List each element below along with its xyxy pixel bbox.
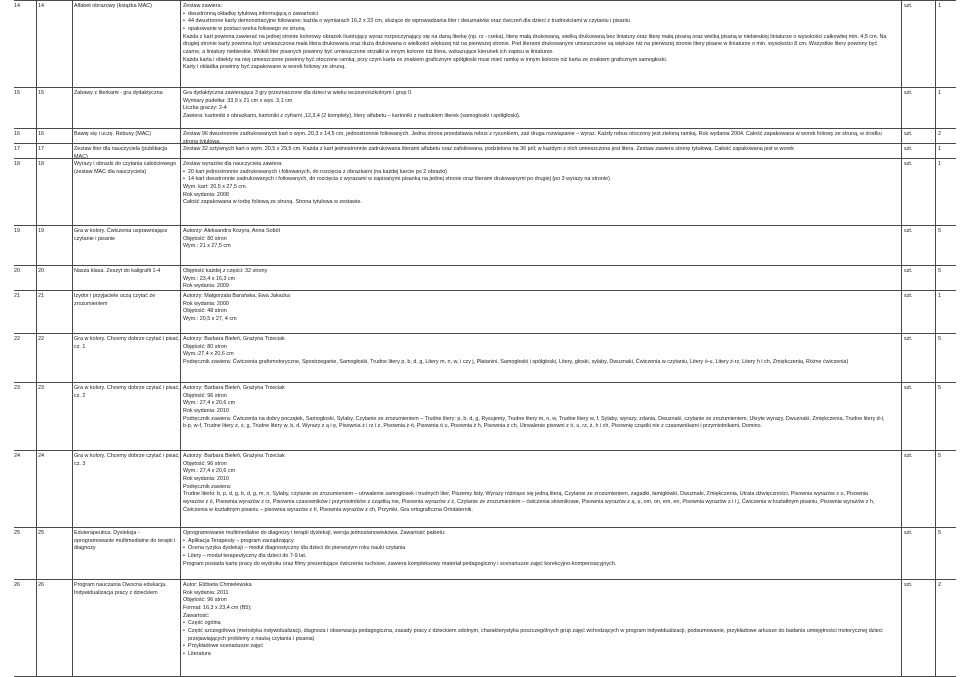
description-line: Podręcznik zawiera: — [183, 483, 232, 490]
row-number: 22 — [14, 336, 20, 342]
column-divider — [72, 144, 73, 158]
table-row — [14, 527, 956, 579]
description-line: Objętość: 96 stron — [183, 460, 227, 467]
column-divider — [180, 226, 181, 265]
column-divider — [935, 451, 936, 527]
description-line: Liczba graczy: 2-4 — [183, 105, 227, 112]
item-description — [183, 293, 889, 324]
column-divider — [72, 266, 73, 290]
quantity: 1 — [938, 90, 941, 96]
description-line: Rok wydania: 2008 — [183, 191, 229, 198]
description-line: Wym.: 21 x 27,5 cm — [183, 243, 231, 250]
column-divider — [901, 334, 902, 382]
item-number: 23 — [38, 385, 44, 391]
column-divider — [36, 451, 37, 527]
description-line: Objętość: 96 stron — [183, 597, 227, 604]
item-name: Wyrazy i obrazki do czytania całościowego (zestaw MAC dla nauczyciela) — [74, 161, 177, 175]
column-divider — [901, 528, 902, 579]
quantity: 1 — [938, 161, 941, 167]
description-line: Wym.:27,4 x 20,6 cm — [183, 351, 234, 358]
unit: szt. — [904, 582, 913, 588]
table-row — [14, 143, 956, 158]
column-divider — [901, 144, 902, 158]
column-divider — [72, 88, 73, 128]
column-divider — [180, 580, 181, 676]
table-row — [14, 225, 956, 265]
item-description — [183, 161, 889, 207]
row-number: 17 — [14, 146, 20, 152]
description-line: Objętość: 80 stron — [183, 235, 227, 242]
column-divider — [180, 334, 181, 382]
bullet-line: • Litery – moduł terapeutyczny dla dzieci do 7-9 lat. — [183, 553, 889, 561]
table-row — [14, 265, 956, 290]
row-number: 19 — [14, 228, 20, 234]
column-divider — [935, 88, 936, 128]
table-row — [14, 128, 956, 143]
unit: szt. — [904, 293, 913, 299]
quantity: 2 — [938, 131, 941, 137]
bullet-line: • 44 dwustronne karty demonstracyjne foliowane; każda o wymiarach 16,2 x 23 cm, służące do wprowadzania liter i dwuznaków oraz ćwiczeń dla dzieci z trudnościami w czytaniu i pisaniu — [183, 18, 889, 26]
bullet-line: • Przykładowe scenariusze zajęć — [183, 643, 889, 651]
column-divider — [36, 88, 37, 128]
column-divider — [36, 1, 37, 87]
column-divider — [36, 266, 37, 290]
column-divider — [901, 451, 902, 527]
row-number: 15 — [14, 90, 20, 96]
item-description — [183, 90, 889, 121]
quantity: 5 — [938, 268, 941, 274]
bullet-line: • Literatura — [183, 651, 889, 659]
item-name: Program nauczania Owocna edukacja. Indywidualizacja pracy z dzieckiem — [74, 582, 167, 596]
item-number: 15 — [38, 90, 44, 96]
column-divider — [901, 580, 902, 676]
quantity: 5 — [938, 336, 941, 342]
item-description — [183, 228, 889, 251]
column-divider — [72, 528, 73, 579]
table-row — [14, 382, 956, 450]
item-description — [183, 336, 889, 367]
column-divider — [36, 334, 37, 382]
row-number: 14 — [14, 3, 20, 9]
item-description — [183, 582, 889, 659]
description-line: Format: 16,3 x 23,4 cm (B5); — [183, 605, 252, 612]
column-divider — [72, 226, 73, 265]
description-line: Wym. kart: 20,5 x 27,5 cm. — [183, 184, 248, 191]
bullet-line: • dwustronną okładkę tytułową informującą o zawartości — [183, 11, 889, 19]
item-name: Gra w kolory. Chcemy dobrze czytać i pisać, cz. 3 — [74, 453, 180, 467]
column-divider — [935, 226, 936, 265]
description-line: Zawiera: kartoniki z obrazkami, kartoniki z cyframi ,12,3,4 (2 komplety), litery alfabetu – kartoniki z nadrukiem literek (samogłoski i spółgłoski). — [183, 113, 521, 120]
description-line: Wym.: 20,5 x 27, 4 cm — [183, 316, 237, 323]
description-line: Zestaw 96 dwustronnie zadrukowanych kart o wym. 20,3 x 14,5 cm, jednostronnie foliowanych. Jedna strona przedstawia rebus z rysunkiem, zaś druga rozwiązanie – wyraz. Każdy rebus otoczony jest zieloną ramką. Rok wydania 2004. Całość zapakowana w worek foliowy ze struną, w środku strona tytułowa. — [183, 131, 882, 145]
unit: szt. — [904, 530, 913, 536]
column-divider — [935, 1, 936, 87]
column-divider — [180, 159, 181, 225]
description-line: Autorzy: Barbara Bieleń, Grażyna Trzeciak — [183, 453, 285, 459]
column-divider — [180, 383, 181, 450]
column-divider — [935, 383, 936, 450]
item-number: 21 — [38, 293, 44, 299]
item-number: 22 — [38, 336, 44, 342]
description-line: Objętość każdej z części: 32 strony — [183, 268, 268, 274]
description-line: Rok wydania: 2009 — [183, 283, 229, 290]
description-line: Autorzy: Aleksandra Kozyra, Anna Soból — [183, 228, 280, 234]
column-divider — [72, 291, 73, 333]
bullet-line: • Część ogólna — [183, 620, 889, 628]
quantity: 2 — [938, 582, 941, 588]
description-line: Rok wydania: 2010 — [183, 408, 229, 415]
column-divider — [72, 451, 73, 527]
table-row — [14, 450, 956, 527]
row-number: 20 — [14, 268, 20, 274]
column-divider — [72, 1, 73, 87]
unit: szt. — [904, 161, 913, 167]
description-line: Karty i okładka powinny być zapakowane w worek foliowy ze struną. — [183, 64, 346, 71]
item-name: Nasza klasa. Zeszyt do kaligrafii 1-4 — [74, 268, 161, 274]
unit: szt. — [904, 453, 913, 459]
description-line: Całość zapakowana w torbę foliową ze struną. Strona tytułowa w zestawie. — [183, 199, 362, 206]
item-number: 16 — [38, 131, 44, 137]
column-divider — [72, 383, 73, 450]
description-line: Każda karta i obiekty na niej umieszczone powinny być otoczone ramką; przy czym karta ze znakiem graficznym spółgłoski musi mieć ramkę w innym kolorze niż karta ze znakiem graficznym samogłoski. — [183, 56, 668, 63]
item-number: 19 — [38, 228, 44, 234]
column-divider — [901, 383, 902, 450]
item-number: 26 — [38, 582, 44, 588]
column-divider — [180, 266, 181, 290]
column-divider — [901, 129, 902, 143]
column-divider — [180, 144, 181, 158]
description-line: Podręcznik zawiera: Ćwiczenia grafomotoryczne, Spostrzeganie, Samogłoski, Trudne litery p, b, d, g, Litery m, n, w, i czy j, Płatanini, Samogłoski i spółgłoski, Litery, głoski, sylaby, Dwuznaki, Ćwiczenia w czytaniu, Litery ó-u, Litery ż-rz, Litery h i ch, Zmiękczenia, Różne ćwiczenia) — [183, 359, 849, 366]
bullet-line: • Ocena ryzyka dysleksji – moduł diagnostyczny dla dzieci do pierwszym roku nauki czytania — [183, 545, 889, 553]
column-divider — [36, 580, 37, 676]
item-name: Gra w kolory. Ćwiczenia usprawniające czytanie i pisanie — [74, 228, 168, 242]
description-line: Autor: Elżbieta Chmielewska — [183, 582, 252, 588]
bullet-line: • 20 kart jednostronnie zadrukowanych i foliowanych, do rozcięcia z obrazkami (na każdej karcie po 2 obrazki) — [183, 169, 889, 177]
row-number: 21 — [14, 293, 20, 299]
column-divider — [935, 129, 936, 143]
description-line: Zawartość: — [183, 612, 210, 619]
column-divider — [901, 291, 902, 333]
column-divider — [36, 144, 37, 158]
row-number: 16 — [14, 131, 20, 137]
column-divider — [72, 580, 73, 676]
column-divider — [180, 528, 181, 579]
column-divider — [901, 88, 902, 128]
column-divider — [72, 129, 73, 143]
item-description — [183, 146, 889, 154]
item-name: Gra w kolory. Chcemy dobrze czytać i pisać, cz. 1 — [74, 336, 180, 350]
description-line: Wym.: 27,4 x 20,6 cm — [183, 468, 236, 475]
column-divider — [935, 291, 936, 333]
bullet-line: • 14 kart dwustronnie zadrukowanych i foliowanych, do rozcięcia z wyrazami w zapisanymi pisanką na jednej stronie oraz literami drukowanymi po drugiej (po 3 wyrazy na stronie) — [183, 176, 889, 184]
column-divider — [935, 528, 936, 579]
column-divider — [935, 266, 936, 290]
unit: szt. — [904, 146, 913, 152]
column-divider — [36, 129, 37, 143]
item-name: Bawię się i uczę. Rebusy (MAC) — [74, 131, 151, 137]
column-divider — [901, 1, 902, 87]
description-line: Każda z kart powinna zawierać na jednej stronie kolorowy obrazek ilustrujący wyraz rozpoczynający się na daną literkę (np. rz - rzeka), literę małą drukowaną, wielką drukowaną bez liniatury oraz literę małą pisaną oraz wielką pisaną w niebieskiej liniaturze o wysokości całkowitej min. 4,5 cm. Na drugiej stronie karty powinna być umieszczona mała litera drukowana oraz duża drukowana o wielkości większej niż na pierwszej stronie. Pod literami drukowanymi umieszczone są większe niż na pierwszej stronie litery pisane w liniaturze o min. wysokości 8 cm. Wszystkie litery powinny być czarne, a liniatury niebieskie. Wokół liter pisanych powinny być umieszczone strzałki w innym kolorze niż litera, wskazujące kierunek ich zapisu w liniaturze. — [183, 33, 887, 56]
unit: szt. — [904, 268, 913, 274]
bullet-line: • Aplikacja Terapeuty – program zarządzający — [183, 538, 889, 546]
column-divider — [901, 226, 902, 265]
item-name: Alfabet obrazowy (książka MAC) — [74, 3, 152, 9]
table-row — [14, 158, 956, 225]
column-divider — [180, 129, 181, 143]
bullet-line: • opakowanie w postaci worka foliowego ze struną — [183, 26, 889, 34]
item-number: 24 — [38, 453, 44, 459]
quantity: 1 — [938, 293, 941, 299]
description-line: Gra dydaktyczna zawierająca 3 gry przeznaczone dla dzieci w wieku wczesnoszkolnym i grup 0. — [183, 90, 413, 96]
description-line: Rok wydania: 2011 — [183, 589, 229, 596]
item-name: Eduterapeutica. Dysleksja - oprogramowanie multimedialne do terapii i diagnozy — [74, 530, 176, 552]
item-number: 17 — [38, 146, 44, 152]
table-row — [14, 579, 956, 677]
description-line: Zestaw 32 sztywnych kart o wym. 20,5 x 29,5 cm. Każda z kart jednostronnie zadrukowana literami alfabetu oraz zafoliowana, podzielona na 36 pól; w każdym z nich umieszczona jest litera. Zestaw zawiera stronę tytułową. Całość zapakowana jest w worek — [183, 146, 794, 152]
description-line: Rok wydania: 2010 — [183, 476, 229, 483]
item-number: 20 — [38, 268, 44, 274]
column-divider — [935, 334, 936, 382]
item-number: 25 — [38, 530, 44, 536]
description-line: Objętość: 80 stron — [183, 343, 227, 350]
item-description — [183, 530, 889, 568]
column-divider — [36, 291, 37, 333]
item-description — [183, 268, 889, 291]
quantity: 5 — [938, 228, 941, 234]
description-line: Podręcznik zawiera: Ćwiczenia na dobry początek, Samogłoski, Sylaby, Czytanie ze zrozumieniem – Trudne litery: p, b, d, g, Rysujemy, Trudne litery m, n, w, Trudne litery w, f, Sylaby, wyrazy, zdania, Dwuznaki, czytanie ze zrozumieniem, Ukryte wyrazy, Dwuznaki, Zmiękczenia, Trudne litery d-t, b-p, w-f, Trudne litery z, s, g, Trudne litery w, b, d, Wyrazy z ą i ę, Pisownia ż i rz i z, Pisownia ż-ó, Pisownia ó u, Pisownia ż h, Pisownia z ch, Utrwalenie pisowni z ó, u, rz, ż, h i ch, Pisownię cząstki nie z czasownikami i przymiotnikami, Domino. — [183, 415, 885, 430]
column-divider — [180, 1, 181, 87]
column-divider — [180, 88, 181, 128]
table-row — [14, 333, 956, 382]
row-number: 26 — [14, 582, 20, 588]
item-description — [183, 3, 889, 72]
column-divider — [935, 159, 936, 225]
column-divider — [935, 144, 936, 158]
quantity: 5 — [938, 530, 941, 536]
item-name: Zabawy z literkami - gra dydaktyczna — [74, 90, 163, 96]
row-number: 24 — [14, 453, 20, 459]
item-name: Izydor i przyjaciele uczą czytać ze zrozumieniem — [74, 293, 156, 307]
quantity: 5 — [938, 453, 941, 459]
description-line: Autorzy: Barbara Bieleń, Grażyna Trzeciak — [183, 336, 285, 342]
column-divider — [901, 266, 902, 290]
unit: szt. — [904, 3, 913, 9]
description-line: Objętość: 48 stron — [183, 308, 227, 315]
unit: szt. — [904, 385, 913, 391]
column-divider — [36, 159, 37, 225]
row-number: 25 — [14, 530, 20, 536]
table-row — [14, 87, 956, 128]
item-number: 18 — [38, 161, 44, 167]
column-divider — [180, 291, 181, 333]
column-divider — [72, 159, 73, 225]
quantity: 5 — [938, 385, 941, 391]
bullet-line: • Część szczegółowa (metodyka indywidualizacji, diagnoza i obserwacja pedagogiczna, zasady pracy z dzieckiem zdolnym, charakterystyka poszczególnych grup zajęć wchodzących w program indywidualizacji, podsumowanie, przykładowe arkusze do badania umiejętności motorycznej dzieci przejawiających problemy z nauką czytania i pisania) — [183, 628, 889, 643]
column-divider — [935, 580, 936, 676]
unit: szt. — [904, 336, 913, 342]
item-description — [183, 453, 889, 514]
description-line: Wym.: 23,4 x 16,3 cm — [183, 275, 236, 282]
item-name: Zestaw liter dla nauczyciela (publikacja MAC) — [74, 146, 168, 160]
description-line: Autorzy: Barbara Bieleń, Grażyna Trzeciak — [183, 385, 285, 391]
item-name: Gra w kolory. Chcemy dobrze czytać i pisać, cz. 2 — [74, 385, 180, 399]
column-divider — [901, 159, 902, 225]
description-line: Oprogramowanie multimedialne do diagnozy i terapii dysleksji, wersja jednostanowiskowa. Zawartość pakietu: — [183, 530, 446, 536]
table-row — [14, 290, 956, 333]
column-divider — [72, 334, 73, 382]
unit: szt. — [904, 228, 913, 234]
description-line: Objętość: 96 stron — [183, 392, 227, 399]
description-line: Wymiary pudełka: 33,9 x 21 cm x wys. 3,1 cm — [183, 97, 293, 104]
description-line: Trudne literki: b, p, d, g, b, d, g, m, n, Sylaby, czytanie ze zrozumieniem – utrwalenie samogłosek i trudnych liter, Piszemy listy, Wyrazy różniące się jedną literą, Czytanie ze zrozumieniem, zagadki, łamigłówki, Dwuznaki, Zmiękczenia, Utrata dźwięczności, Pisownia wyrazów z u, Pisownia wyrazów z ó, Pisownia wyrazów z rz, Pisownia czasowników i przymiotników z cząstką nie, Pisownia wyrazów z ż, Czytanie ze zrozumieniem – ćwiczenia słownikowe, Pisownia wyrazów z ą, ę, om, on, em, en, Pisownia wyrazów z i i j, Ćwiczenia w kształtnym pisaniu, Pisownia wyrazów z h, Ćwiczenia w kształtnym pisaniu – pisownia wyrazów z h, Pisownia wyrazów z ch, Przymki, Gra ortograficzna Ortotaternik. — [183, 491, 875, 513]
quantity: 1 — [938, 3, 941, 9]
column-divider — [36, 383, 37, 450]
description-line: Zestaw zawiera: — [183, 3, 222, 9]
description-line: Autorzy: Małgorzata Barańska, Ewa Jakacka — [183, 293, 290, 299]
item-description — [183, 385, 889, 431]
column-divider — [36, 226, 37, 265]
description-line: Rok wydania: 2000 — [183, 300, 229, 307]
description-line: Program posiada kartę pracy do wydruku oraz filmy prezentujące ćwiczenia ruchowe, zawiera kompleksowy materiał pedagogiczny i scenariusze zajęć korekcyjno-kompensacyjnych. — [183, 560, 617, 567]
description-line: Wym.: 27,4 x 20,6 cm — [183, 400, 236, 407]
unit: szt. — [904, 90, 913, 96]
row-number: 23 — [14, 385, 20, 391]
description-line: Zestaw wyrazów dla nauczyciela zawiera: — [183, 161, 283, 167]
column-divider — [36, 528, 37, 579]
table-row — [14, 0, 956, 87]
unit: szt. — [904, 131, 913, 137]
item-number: 14 — [38, 3, 44, 9]
quantity: 1 — [938, 146, 941, 152]
column-divider — [180, 451, 181, 527]
row-number: 18 — [14, 161, 20, 167]
